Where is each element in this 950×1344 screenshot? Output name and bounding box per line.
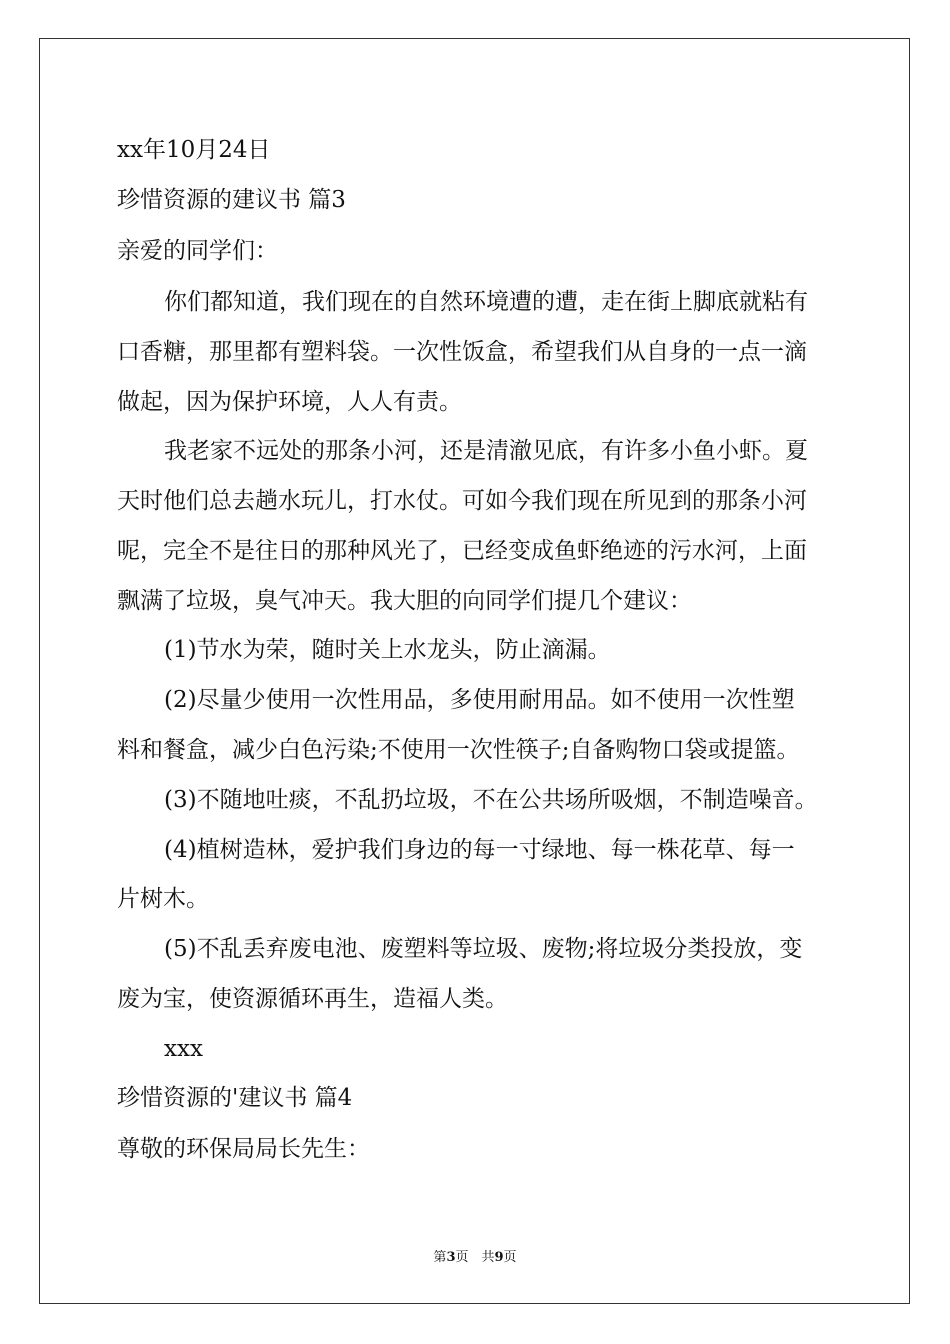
page-footer [0, 1246, 950, 1265]
suggestion-2: (2)尽量少使用一次性用品，多使用耐用品。如不使用一次性塑 [164, 687, 795, 713]
suggestion-3: (3)不随地吐痰，不乱扔垃圾，不在公共场所吸烟，不制造噪音。 [164, 787, 818, 813]
suggestion-5: (5)不乱丢弃废电池、废塑料等垃圾、废物;将垃圾分类投放，变 [164, 936, 803, 962]
suggestion-2-cont: 料和餐盒，减少白色污染;不使用一次性筷子;自备购物口袋或提篮。 [117, 737, 800, 763]
section-heading-3: 珍惜资源的建议书 篇3 [117, 187, 346, 213]
suggestion-1: (1)节水为荣，随时关上水龙头，防止滴漏。 [164, 637, 611, 663]
total-pages-number: 9 [494, 1250, 504, 1265]
suggestion-5-cont: 废为宝，使资源循环再生，造福人类。 [117, 986, 508, 1012]
salutation-students: 亲爱的同学们： [117, 238, 278, 264]
footer-prefix: 第 [433, 1250, 447, 1265]
paragraph-line: 飘满了垃圾，臭气冲天。我大胆的向同学们提几个建议： [117, 588, 692, 614]
paragraph-line: 你们都知道，我们现在的自然环境遭的遭，走在街上脚底就粘有 [164, 289, 808, 315]
paragraph-line: 做起，因为保护环境，人人有责。 [117, 389, 462, 415]
paragraph-line: 我老家不远处的那条小河，还是清澈见底，有许多小鱼小虾。夏 [164, 438, 808, 464]
paragraph-line: 口香糖，那里都有塑料袋。一次性饭盒，希望我们从自身的一点一滴 [117, 339, 807, 365]
salutation-director: 尊敬的环保局局长先生： [117, 1136, 370, 1162]
paragraph-line: 天时他们总去趟水玩儿，打水仗。可如今我们现在所见到的那条小河 [117, 488, 807, 514]
paragraph-line: 呢，完全不是往日的那种风光了，已经变成鱼虾绝迹的污水河，上面 [117, 538, 807, 564]
footer-suffix: 页 [503, 1250, 517, 1265]
page-border [39, 38, 910, 1304]
date-line: xx年10月24日 [117, 137, 271, 163]
signature: xxx [164, 1036, 203, 1062]
suggestion-4-cont: 片树木。 [117, 886, 209, 912]
current-page-number: 3 [446, 1250, 456, 1265]
footer-mid: 页 共 [455, 1250, 495, 1265]
suggestion-4: (4)植树造林，爱护我们身边的每一寸绿地、每一株花草、每一 [164, 837, 795, 863]
section-heading-4: 珍惜资源的'建议书 篇4 [117, 1085, 353, 1111]
